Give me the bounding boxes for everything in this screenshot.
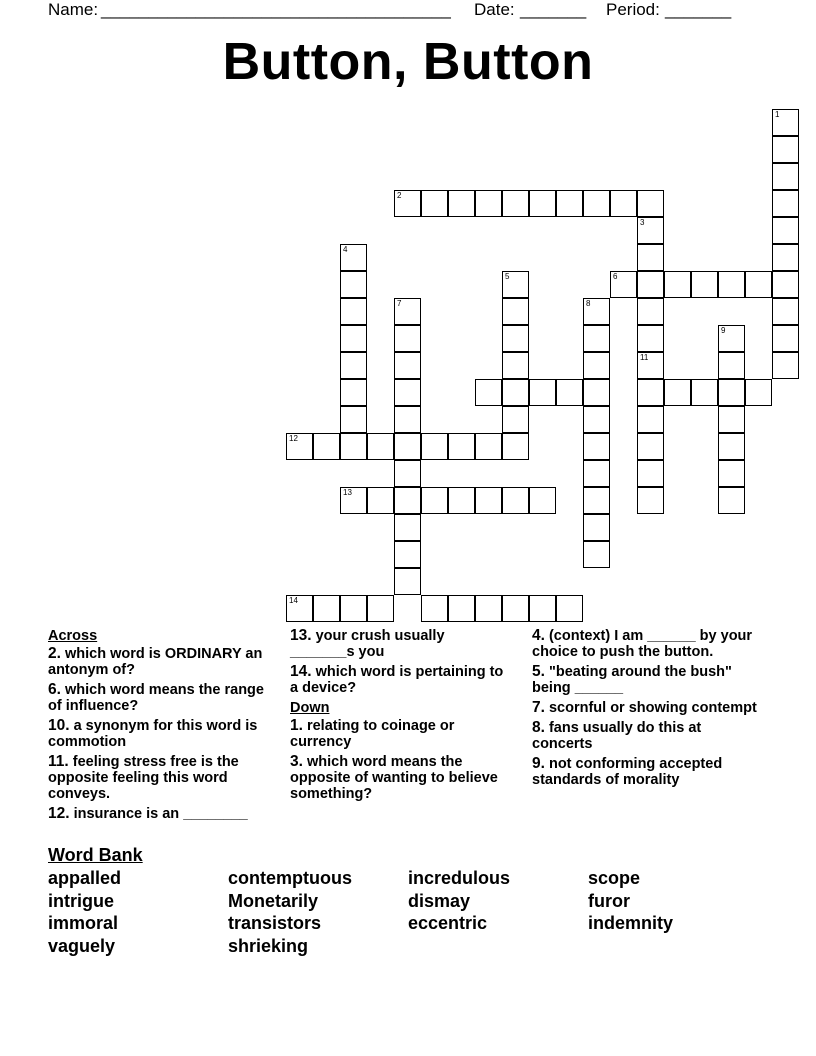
down-heading: Down [290,700,330,716]
clue-down-8: 8. fans usually do this at concerts [532,719,702,752]
clue-across-14: 14. which word is pertaining to a device? [290,663,504,696]
crossword-cell[interactable] [772,163,799,190]
crossword-cell[interactable] [475,487,502,514]
crossword-cell[interactable] [421,595,448,622]
crossword-cell[interactable] [340,298,367,325]
crossword-cell[interactable] [772,298,799,325]
word-bank-item: transistors [228,913,322,933]
word-bank-item: shrieking [228,935,309,956]
crossword-cell[interactable] [340,433,367,460]
crossword-cell[interactable] [394,379,421,406]
crossword-cell[interactable] [502,352,529,379]
crossword-cell[interactable] [448,190,475,217]
clue-down-9: 9. not conforming accepted standards of morality [532,755,723,788]
crossword-cell[interactable] [583,541,610,568]
crossword-cell[interactable] [475,190,502,217]
word-bank-item: appalled [48,868,122,888]
period-field[interactable]: _______ [665,0,732,19]
crossword-cell[interactable] [556,190,583,217]
crossword-cell[interactable] [772,325,799,352]
crossword-cell[interactable] [448,433,475,460]
clue-across-12: 12. insurance is an ________ [48,805,248,822]
crossword-cell[interactable] [394,190,421,217]
clue-across-13: 13. your crush usually _______s you [290,627,445,660]
crossword-cell[interactable] [529,190,556,217]
crossword-cell[interactable] [394,325,421,352]
crossword-cell[interactable] [313,595,340,622]
date-label: Date: [474,0,515,19]
name-label: Name: [48,0,99,19]
crossword-cell[interactable] [772,217,799,244]
crossword-cell[interactable] [448,487,475,514]
crossword-cell[interactable] [502,298,529,325]
clue-number: 9 [721,326,726,335]
word-bank-item: intrigue [48,890,114,911]
clue-number: 7 [397,299,402,308]
crossword-cell[interactable] [745,379,772,406]
date-field[interactable]: _______ [520,0,587,19]
word-bank-title: Word Bank [48,845,143,865]
crossword-cell[interactable] [637,325,664,352]
clue-number: 13 [343,488,352,497]
clue-number: 4 [343,245,348,254]
crossword-cell[interactable] [637,406,664,433]
crossword-cell[interactable] [718,379,745,406]
word-bank-item: Monetarily [228,890,319,911]
crossword-cell[interactable] [394,460,421,487]
crossword-cell[interactable] [529,595,556,622]
crossword-cell[interactable] [637,271,664,298]
clue-number: 12 [289,434,298,443]
crossword-cell[interactable] [772,190,799,217]
page-title: Button, Button [222,33,594,91]
crossword-cell[interactable] [718,325,745,352]
crossword-cell[interactable] [394,352,421,379]
crossword-cell[interactable] [610,190,637,217]
crossword-cell[interactable] [583,325,610,352]
crossword-cell[interactable] [718,271,745,298]
crossword-cell[interactable] [475,379,502,406]
clues-column-2 [290,628,512,806]
crossword-cell[interactable] [664,379,691,406]
crossword-cell[interactable] [583,487,610,514]
word-bank-item: indemnity [588,913,674,933]
crossword-cell[interactable] [583,460,610,487]
crossword-cell[interactable] [637,433,664,460]
clue-down-4: 4. (context) I am ______ by your choice to push the button. [532,627,753,660]
crossword-cell[interactable] [583,406,610,433]
crossword-cell[interactable] [340,406,367,433]
word-bank-item: eccentric [408,913,488,933]
crossword-cell[interactable] [367,487,394,514]
clue-down-5: 5. "beating around the bush" being ______ [532,663,732,696]
crossword-cell[interactable] [637,217,664,244]
crossword-cell[interactable] [529,379,556,406]
crossword-cell[interactable] [610,271,637,298]
crossword-cell[interactable] [502,487,529,514]
crossword-cell[interactable] [475,595,502,622]
crossword-cell[interactable] [556,595,583,622]
across-heading: Across [48,628,98,644]
crossword-cell[interactable] [637,244,664,271]
crossword-cell[interactable] [340,244,367,271]
word-bank-item: contemptuous [228,868,352,888]
crossword-cell[interactable] [394,514,421,541]
crossword-cell[interactable] [394,406,421,433]
crossword-cell[interactable] [502,379,529,406]
crossword-cell[interactable] [502,433,529,460]
crossword-cell[interactable] [340,271,367,298]
crossword-cell[interactable] [637,352,664,379]
clues-column-3 [532,628,762,792]
crossword-cell[interactable] [502,271,529,298]
crossword-cell[interactable] [718,460,745,487]
crossword-cell[interactable] [745,271,772,298]
clue-number: 3 [640,218,645,227]
word-bank-item: incredulous [408,868,511,888]
crossword-cell[interactable] [394,298,421,325]
crossword-cell[interactable] [421,190,448,217]
clue-across-10: 10. a synonym for this word is commotion [48,717,258,750]
crossword-cell[interactable] [475,433,502,460]
crossword-cell[interactable] [502,325,529,352]
crossword-cell[interactable] [637,487,664,514]
crossword-cell[interactable] [691,379,718,406]
crossword-cell[interactable] [772,109,799,136]
crossword-cell[interactable] [583,190,610,217]
crossword-cell[interactable] [583,298,610,325]
crossword-cell[interactable] [421,433,448,460]
crossword-cell[interactable] [583,514,610,541]
crossword-cell[interactable] [718,433,745,460]
clue-number: 1 [775,110,780,119]
crossword-cell[interactable] [394,541,421,568]
clue-number: 5 [505,272,510,281]
crossword-cell[interactable] [718,352,745,379]
crossword-cell[interactable] [583,433,610,460]
clue-across-6: 6. which word means the range of influence? [48,681,264,714]
crossword-cell[interactable] [772,352,799,379]
crossword-cell[interactable] [529,487,556,514]
crossword-cell[interactable] [421,487,448,514]
clue-number: 6 [613,272,618,281]
crossword-cell[interactable] [286,595,313,622]
crossword-cell[interactable] [448,595,475,622]
crossword-cell[interactable] [772,136,799,163]
crossword-cell[interactable] [583,352,610,379]
clue-across-2: 2. which word is ORDINARY an antonym of? [48,645,263,678]
crossword-cell[interactable] [637,460,664,487]
crossword-cell[interactable] [772,244,799,271]
crossword-cell[interactable] [502,595,529,622]
clue-number: 14 [289,596,298,605]
crossword-cell[interactable] [502,190,529,217]
crossword-cell[interactable] [637,379,664,406]
crossword-cell[interactable] [691,271,718,298]
clues-column-1 [48,628,276,826]
crossword-cell[interactable] [664,271,691,298]
clue-down-1: 1. relating to coinage or currency [290,717,455,750]
clue-down-7: 7. scornful or showing contempt [532,699,757,716]
crossword-cell[interactable] [313,433,340,460]
crossword-cell[interactable] [718,487,745,514]
crossword-cell[interactable] [340,325,367,352]
word-bank-item: immoral [48,913,119,933]
crossword-cell[interactable] [583,379,610,406]
crossword-cell[interactable] [394,433,421,460]
crossword-cell[interactable] [772,271,799,298]
word-bank-item: furor [588,890,630,911]
clue-down-3: 3. which word means the opposite of wanting to believe something? [290,753,498,802]
crossword-cell[interactable] [340,352,367,379]
crossword-cell[interactable] [718,406,745,433]
name-field[interactable]: _____________________________________ [101,0,451,19]
clue-number: 8 [586,299,591,308]
word-bank-item: dismay [408,890,471,911]
clue-across-11: 11. feeling stress free is the opposite feeling this word conveys. [48,753,239,802]
crossword-cell[interactable] [340,595,367,622]
period-label: Period: [606,0,660,19]
clue-number: 2 [397,191,402,200]
crossword-cell[interactable] [340,379,367,406]
word-bank-item: scope [588,868,641,888]
crossword-cell[interactable] [637,298,664,325]
clue-number: 11 [640,353,649,362]
word-bank-item: vaguely [48,935,116,956]
crossword-cell[interactable] [367,433,394,460]
crossword-cell[interactable] [637,190,664,217]
crossword-cell[interactable] [394,568,421,595]
crossword-cell[interactable] [502,406,529,433]
crossword-cell[interactable] [340,487,367,514]
crossword-cell[interactable] [286,433,313,460]
crossword-cell[interactable] [556,379,583,406]
crossword-cell[interactable] [394,487,421,514]
crossword-cell[interactable] [367,595,394,622]
